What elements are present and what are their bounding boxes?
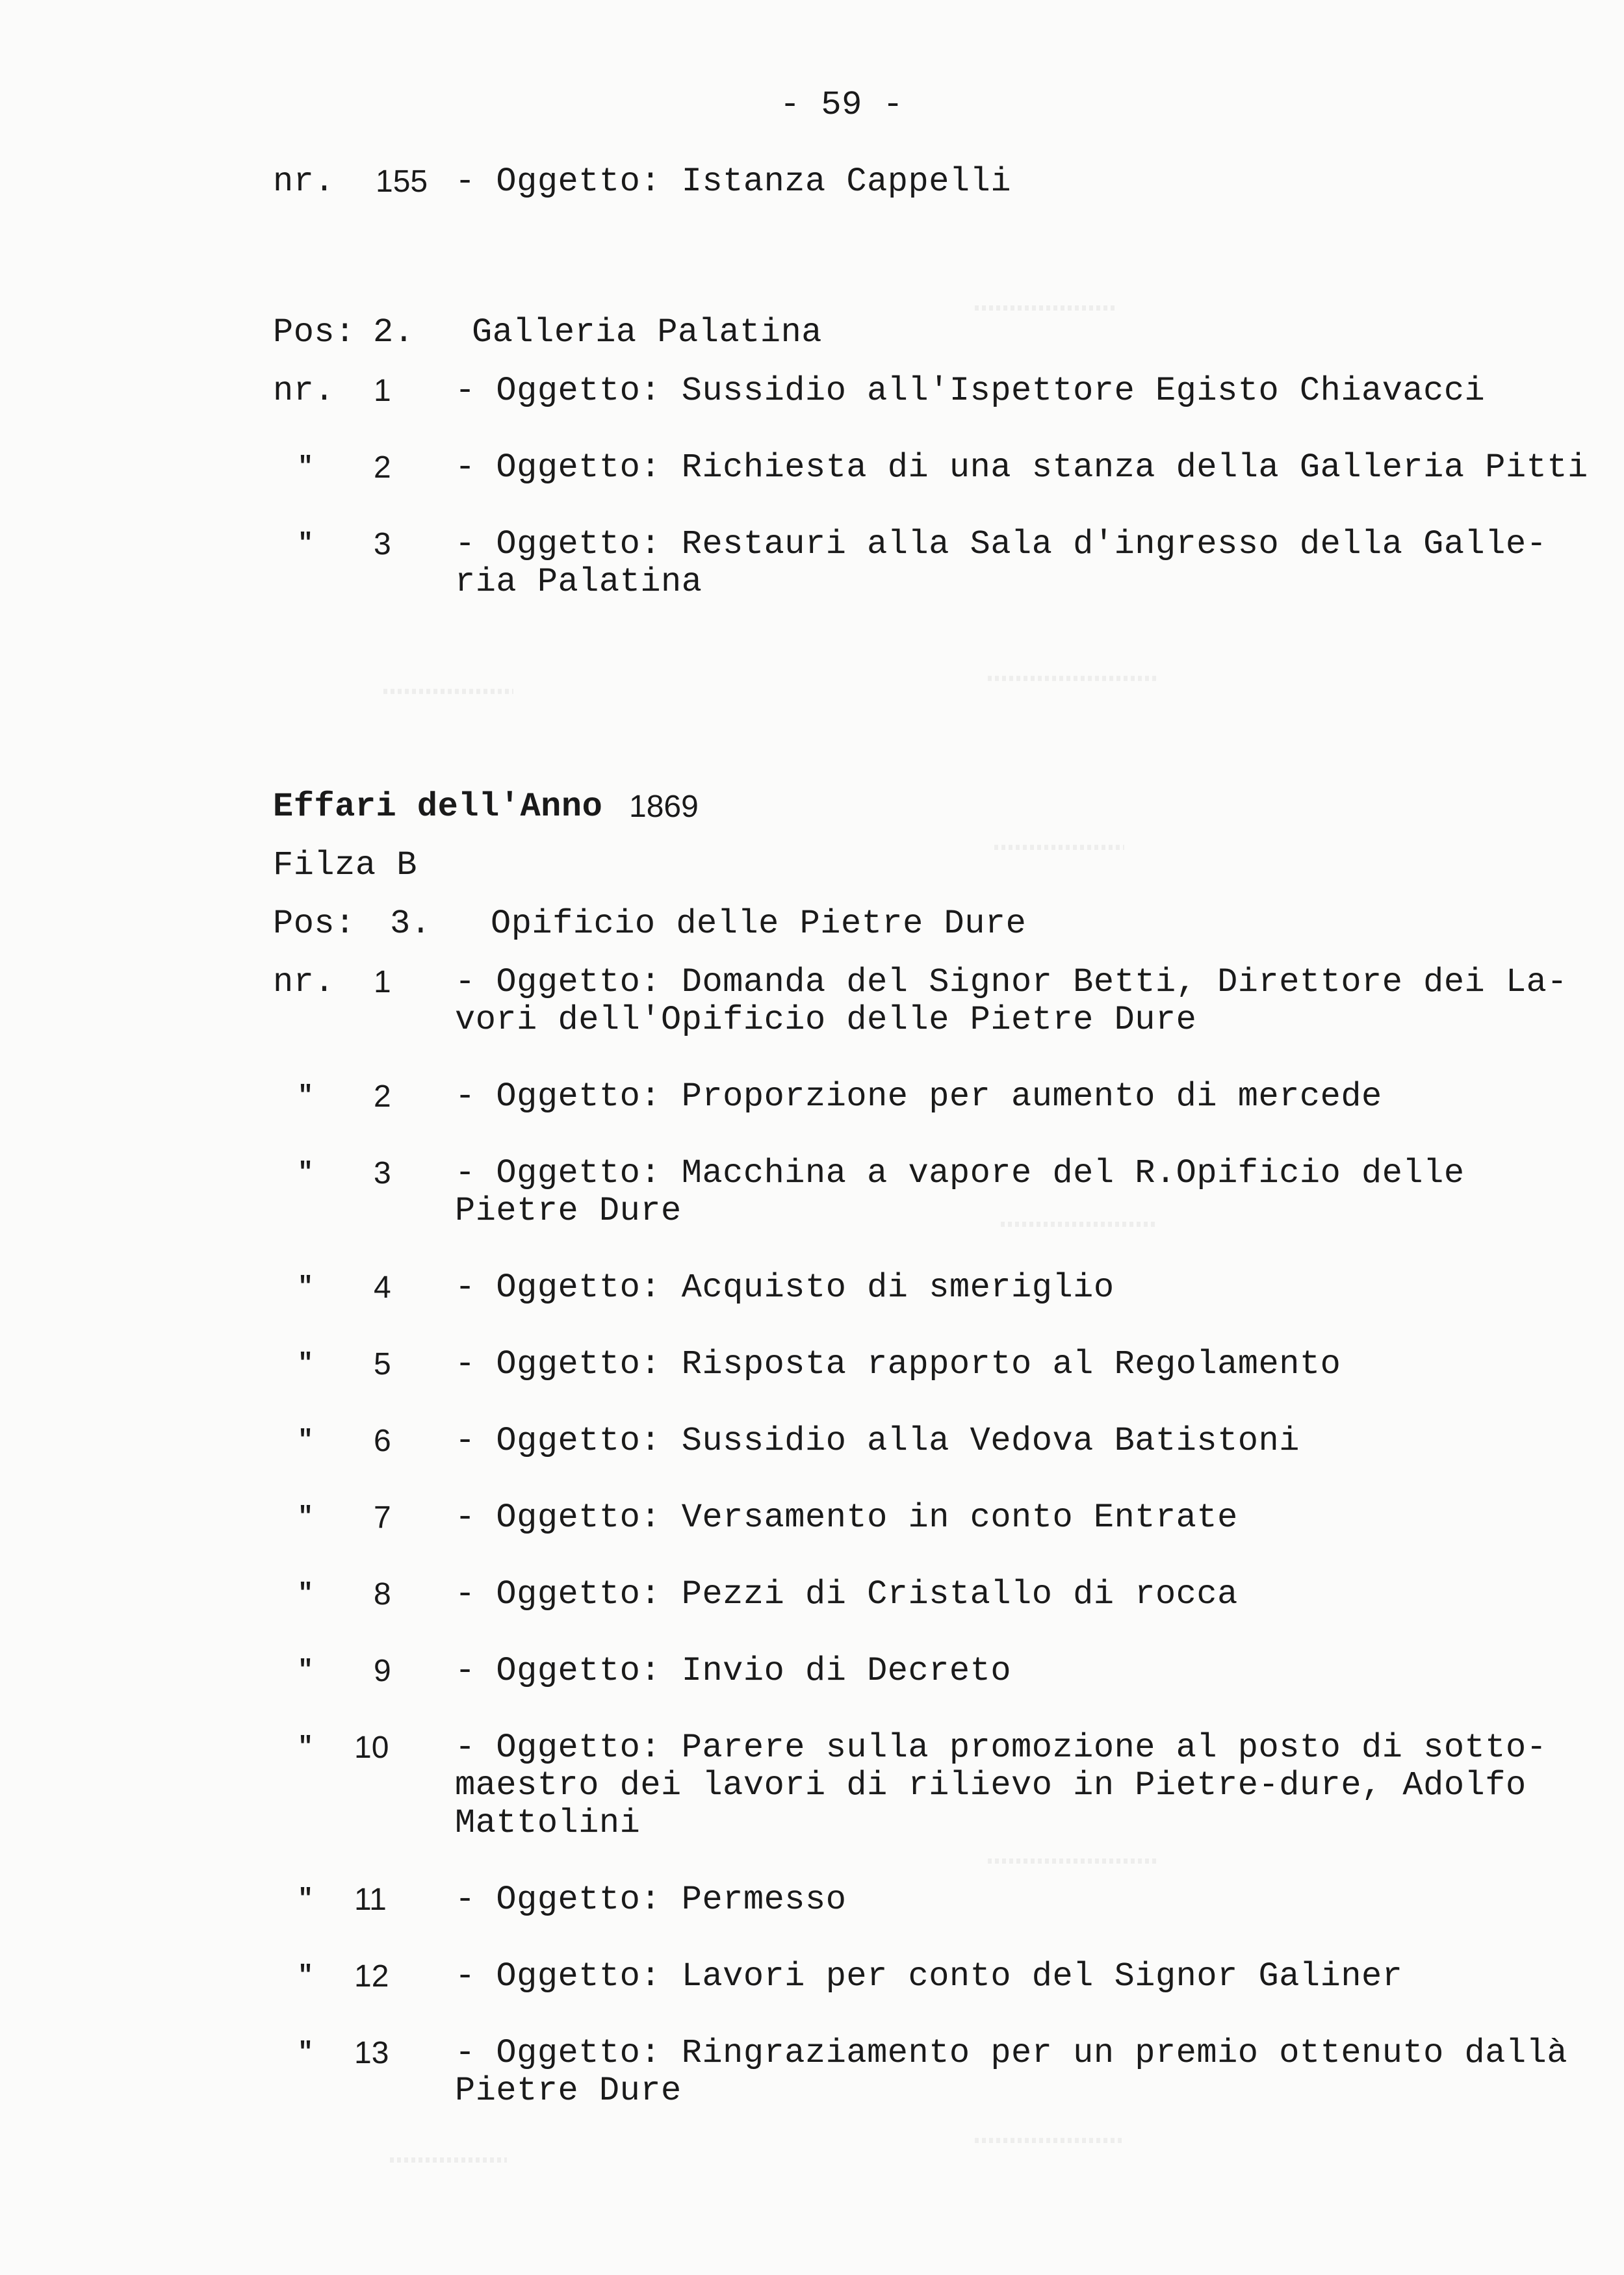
ditto-mark: " [298,1350,314,1379]
entry-prefix: nr. [273,963,335,1001]
entry-number: 8 [374,1577,391,1612]
entry-line: - Oggetto: Domanda del Signor Betti, Direttore dei La- [455,963,1568,1001]
entry-line: - Oggetto: Richiesta di una stanza della Galleria Pitti [455,448,1588,487]
entry-line: - Oggetto: Invio di Decreto [455,1652,1012,1690]
entry-line: - Oggetto: Acquisto di smeriglio [455,1268,1115,1307]
bleed-through-mark [988,676,1157,681]
entry-number: 155 [376,164,428,199]
entry-number: 7 [374,1500,391,1535]
entry-line: - Oggetto: Permesso [455,1881,847,1919]
ditto-mark: " [298,453,314,482]
ditto-mark: " [298,2038,314,2068]
entry-line: - Oggetto: Restauri alla Sala d'ingresso della Galle- [455,525,1547,563]
ditto-mark: " [298,1962,314,1991]
ditto-mark: " [298,1426,314,1456]
entry-line: - Oggetto: Parere sulla promozione al posto di sotto- [455,1729,1547,1767]
entry-line: - Oggetto: Proporzione per aumento di mercede [455,1077,1382,1116]
ditto-mark: " [298,530,314,559]
entry-number: 3 [374,527,391,561]
entry-line: - Oggetto: Sussidio alla Vedova Batistoni [455,1422,1300,1460]
entry-line: - Oggetto: Lavori per conto del Signor Galiner [455,1957,1403,1996]
ditto-mark: " [298,1580,314,1609]
entry-number: 10 [354,1730,389,1765]
entry-line: Pietre Dure [455,2072,682,2110]
entry-number: 2 [374,450,391,485]
entry-line: Pietre Dure [455,1192,682,1230]
bleed-through-mark [988,1858,1157,1864]
section-year: 1869 [629,790,699,824]
section-heading: Effari dell'Anno [273,788,603,826]
ditto-mark: " [298,1273,314,1302]
ditto-mark: " [298,1159,314,1188]
entry-line: ria Palatina [455,563,702,601]
entry-line: - Oggetto: Macchina a vapore del R.Opificio delle [455,1154,1465,1192]
entry-number: 3 [374,1156,391,1190]
bleed-through-mark [975,305,1118,311]
pos-title: Galleria Palatina [472,313,822,352]
entry-line: - Oggetto: Pezzi di Cristallo di rocca [455,1575,1238,1613]
entry-number: 2 [374,1079,391,1114]
pos-label: Pos: [273,905,355,943]
entry-prefix: nr. [273,372,335,410]
bleed-through-mark [383,689,513,694]
entry-line: vori dell'Opificio delle Pietre Dure [455,1001,1197,1039]
pos-label: Pos: [273,313,355,352]
bleed-through-mark [994,845,1124,850]
entry-number: 9 [374,1654,391,1688]
pos-title: Opificio delle Pietre Dure [491,905,1027,943]
ditto-mark: " [298,1503,314,1532]
entry-line: - Oggetto: Risposta rapporto al Regolamento [455,1345,1341,1383]
bleed-through-mark [1001,1222,1157,1227]
entry-number: 5 [374,1347,391,1382]
ditto-mark: " [298,1656,314,1686]
entry-number: 6 [374,1424,391,1458]
entry-line: - Oggetto: Ringraziamento per un premio ottenuto dallà [455,2034,1568,2072]
bleed-through-mark [390,2157,507,2163]
entry-prefix: nr. [273,162,335,201]
entry-number: 11 [354,1883,387,1917]
entry-line: maestro dei lavori di rilievo in Pietre-dure, Adolfo [455,1766,1527,1805]
entry-line: Mattolini [455,1804,641,1842]
bleed-through-mark [975,2138,1124,2143]
entry-number: 12 [354,1959,389,1994]
entry-line: - Oggetto: Sussidio all'Ispettore Egisto Chiavacci [455,372,1486,410]
ditto-mark: " [298,1733,314,1762]
filza-label: Filza B [273,846,417,884]
pos-value: 2. [373,313,415,352]
entry-number: 13 [354,2036,389,2070]
ditto-mark: " [298,1082,314,1111]
entry-number: 1 [374,965,391,999]
ditto-mark: " [298,1885,314,1914]
page-number: - 59 - [780,86,904,124]
entry-number: 1 [374,374,391,408]
pos-value: 3. [390,905,432,943]
entry-line: - Oggetto: Versamento in conto Entrate [455,1498,1238,1537]
entry-text: - Oggetto: Istanza Cappelli [455,162,1012,201]
entry-number: 4 [374,1270,391,1305]
